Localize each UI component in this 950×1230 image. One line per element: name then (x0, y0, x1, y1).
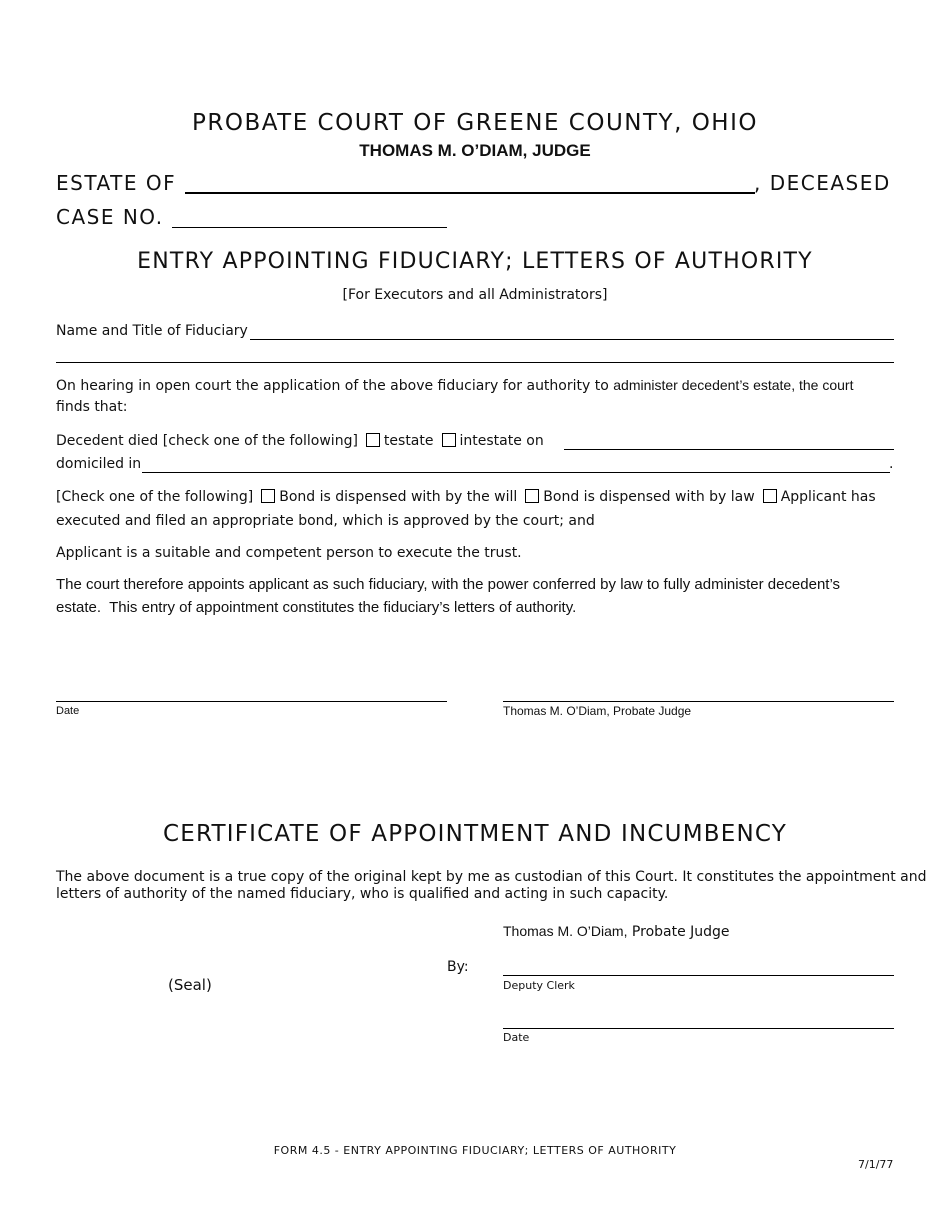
court-title: PROBATE COURT OF GREENE COUNTY, OHIO (191, 110, 758, 136)
applicant-has-label: Applicant has (780, 489, 876, 505)
bond-will-checkbox[interactable] (261, 489, 275, 503)
date-of-death-field[interactable] (564, 449, 894, 450)
domicile-period: . (889, 456, 894, 472)
executed-bond-text: executed and filed an appropriate bond, which is approved by the court; and (56, 513, 595, 529)
certificate-text-2: letters of authority of the named fiduciary, who is qualified and acting in such capacity. (56, 886, 669, 902)
judge-name-heading: THOMAS M. O’DIAM, JUDGE (359, 141, 591, 160)
estate-of-label: ESTATE OF (56, 171, 177, 195)
fiduciary-label: Name and Title of Fiduciary (56, 323, 248, 339)
fiduciary-field[interactable] (250, 339, 894, 340)
by-label: By: (447, 959, 469, 975)
certificate-date-label: Date (503, 1031, 530, 1044)
bond-law-checkbox[interactable] (525, 489, 539, 503)
intestate-label: intestate on (459, 433, 544, 449)
fiduciary-field-line-2[interactable] (56, 362, 894, 363)
appoints-text-1: The court therefore appoints applicant as such fiduciary, with the power conferred by law to fully administer decedent’s (56, 576, 841, 593)
decedent-died-label: Decedent died [check one of the following] (56, 433, 358, 449)
testate-checkbox[interactable] (366, 433, 380, 447)
hearing-paragraph (56, 377, 894, 394)
entry-date-label: Date (56, 705, 80, 717)
judge-signature-label: Thomas M. O’Diam, Probate Judge (503, 704, 692, 718)
decedent-died-row (56, 433, 544, 449)
bond-filed-checkbox[interactable] (763, 489, 777, 503)
form-revision-date: 7/1/77 (858, 1158, 894, 1171)
case-no-field[interactable] (172, 227, 447, 228)
deputy-clerk-label: Deputy Clerk (503, 979, 575, 992)
form-footer: FORM 4.5 - ENTRY APPOINTING FIDUCIARY; LETTERS OF AUTHORITY (273, 1144, 677, 1157)
certificate-title: CERTIFICATE OF APPOINTMENT AND INCUMBENCY (163, 821, 787, 847)
bond-will-label: Bond is dispensed with by the will (279, 489, 518, 505)
testate-label: testate (383, 433, 434, 449)
certificate-judge-prefix: Thomas M. O’Diam, (503, 923, 628, 939)
deputy-clerk-signature-field[interactable] (503, 975, 894, 976)
case-no-label: CASE NO. (56, 205, 164, 229)
hearing-text-1: On hearing in open court the application of the above fiduciary for authority to (56, 378, 609, 394)
certificate-text-1: The above document is a true copy of the original kept by me as custodian of this Court. It constitutes the appointment and (56, 869, 927, 885)
certificate-judge-name (503, 923, 730, 940)
bond-row (56, 489, 876, 505)
certificate-judge-suffix: Probate Judge (631, 924, 730, 940)
judge-signature-field[interactable] (503, 701, 894, 702)
hearing-text-3: finds that: (56, 399, 128, 415)
entry-title: ENTRY APPOINTING FIDUCIARY; LETTERS OF AUTHORITY (137, 249, 813, 274)
estate-name-field[interactable] (185, 192, 755, 194)
certificate-date-field[interactable] (503, 1028, 894, 1029)
appoints-text-2: estate. This entry of appointment constitutes the fiduciary’s letters of authority. (56, 599, 577, 616)
entry-subtitle: [For Executors and all Administrators] (342, 287, 608, 303)
suitable-text: Applicant is a suitable and competent person to execute the trust. (56, 545, 522, 561)
entry-date-field[interactable] (56, 701, 447, 702)
check-one-label: [Check one of the following] (56, 489, 254, 505)
hearing-text-2: administer decedent’s estate, the court (613, 377, 854, 393)
domiciled-label: domiciled in (56, 456, 142, 472)
deceased-label: , DECEASED (754, 171, 891, 195)
domicile-field[interactable] (142, 472, 890, 473)
bond-law-label: Bond is dispensed with by law (543, 489, 755, 505)
intestate-checkbox[interactable] (442, 433, 456, 447)
seal-label: (Seal) (168, 976, 212, 994)
